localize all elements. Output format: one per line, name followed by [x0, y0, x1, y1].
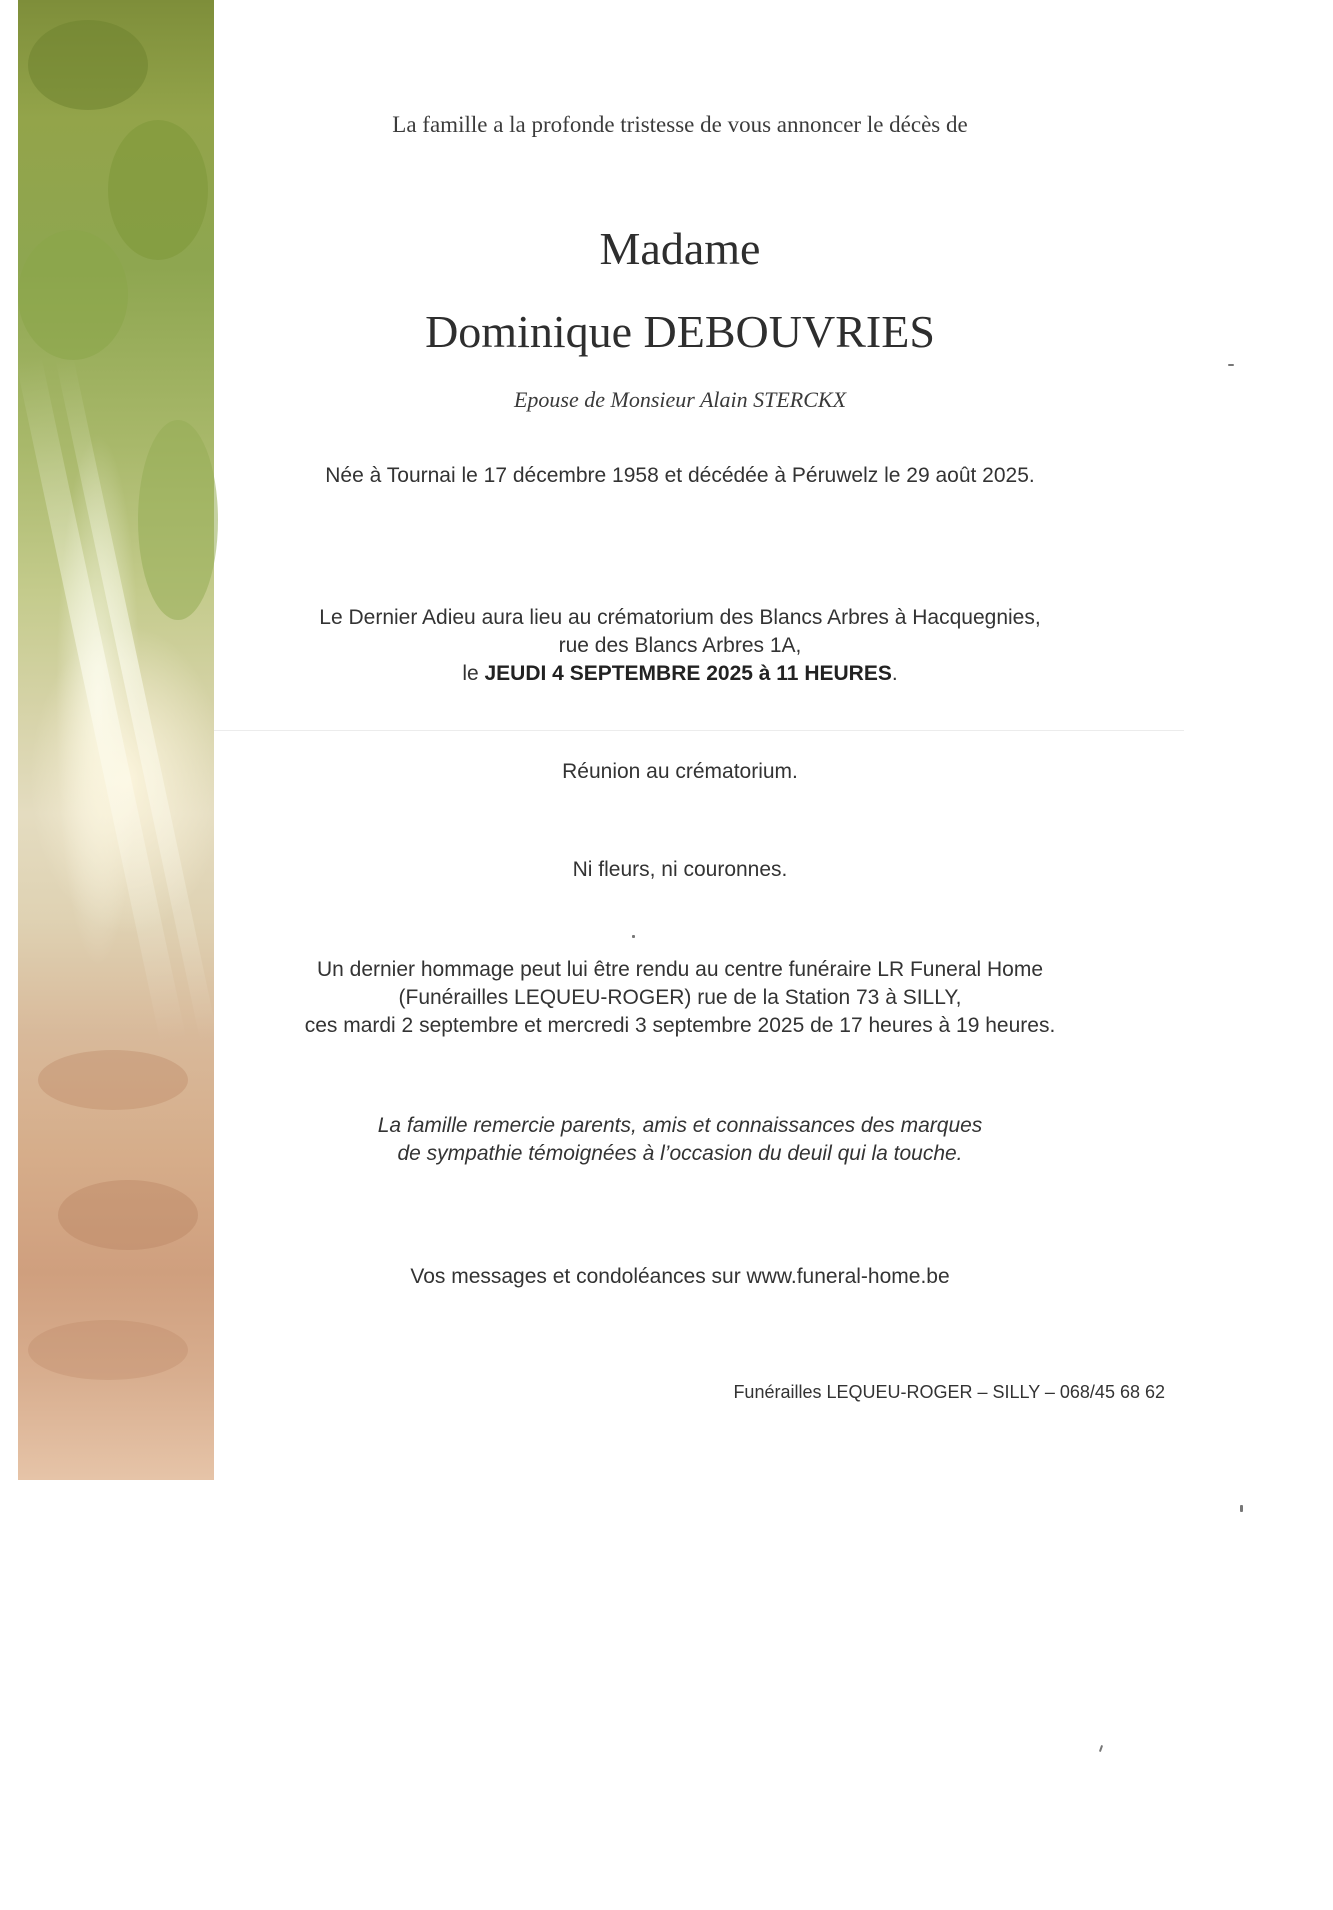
- path-shadow: [38, 1050, 188, 1110]
- funeral-home-footer: Funérailles LEQUEU-ROGER – SILLY – 068/45 68 62: [733, 1382, 1165, 1402]
- ceremony-line-1: Le Dernier Adieu aura lieu au crématorium des Blancs Arbres à Hacquegnies,: [319, 606, 1041, 629]
- deceased-title: Madame: [599, 223, 761, 274]
- ceremony-line-2: rue des Blancs Arbres 1A,: [558, 634, 802, 657]
- ceremony-date: JEUDI 4 SEPTEMBRE 2025 à 11 HEURES: [484, 662, 892, 685]
- flowers-text: Ni fleurs, ni couronnes.: [572, 858, 788, 881]
- scan-speck: [632, 935, 635, 938]
- hommage-line-3: ces mardi 2 septembre et mercredi 3 septembre 2025 de 17 heures à 19 heures.: [304, 1014, 1056, 1037]
- hommage-line-1: Un dernier hommage peut lui être rendu au centre funéraire LR Funeral Home: [316, 958, 1044, 981]
- forest-path-photo: [18, 0, 214, 1480]
- hommage-line-2: (Funérailles LEQUEU-ROGER) rue de la Station 73 à SILLY,: [398, 986, 962, 1009]
- foliage-patch: [108, 120, 208, 260]
- condolences-line: Vos messages et condoléances sur www.funeral-home.be: [410, 1265, 950, 1288]
- foliage-patch: [138, 420, 218, 620]
- hommage-block: [240, 956, 1120, 1040]
- foliage-patch: [28, 20, 148, 110]
- paper-fold-line: [214, 730, 1184, 731]
- deceased-name: Dominique DEBOUVRIES: [425, 306, 935, 357]
- scan-speck: [1228, 364, 1234, 366]
- thanks-line-2: de sympathie témoignées à l’occasion du deuil qui la touche.: [397, 1142, 963, 1165]
- ceremony-block: [240, 604, 1120, 688]
- path-shadow: [28, 1320, 188, 1380]
- path-shadow: [58, 1180, 198, 1250]
- foliage-patch: [18, 230, 128, 360]
- thanks-line-1: La famille remercie parents, amis et connaissances des marques: [377, 1114, 983, 1137]
- intro-text: La famille a la profonde tristesse de vous annoncer le décès de: [392, 112, 968, 137]
- birth-death-line: Née à Tournai le 17 décembre 1958 et décédée à Péruwelz le 29 août 2025.: [325, 464, 1035, 487]
- ceremony-line-3: le JEUDI 4 SEPTEMBRE 2025 à 11 HEURES.: [462, 662, 898, 685]
- spouse-line: Epouse de Monsieur Alain STERCKX: [513, 387, 847, 412]
- scan-speck: [1240, 1505, 1243, 1512]
- thanks-block: [240, 1112, 1120, 1168]
- reunion-text: Réunion au crématorium.: [562, 760, 798, 783]
- scan-speck: [1099, 1745, 1103, 1752]
